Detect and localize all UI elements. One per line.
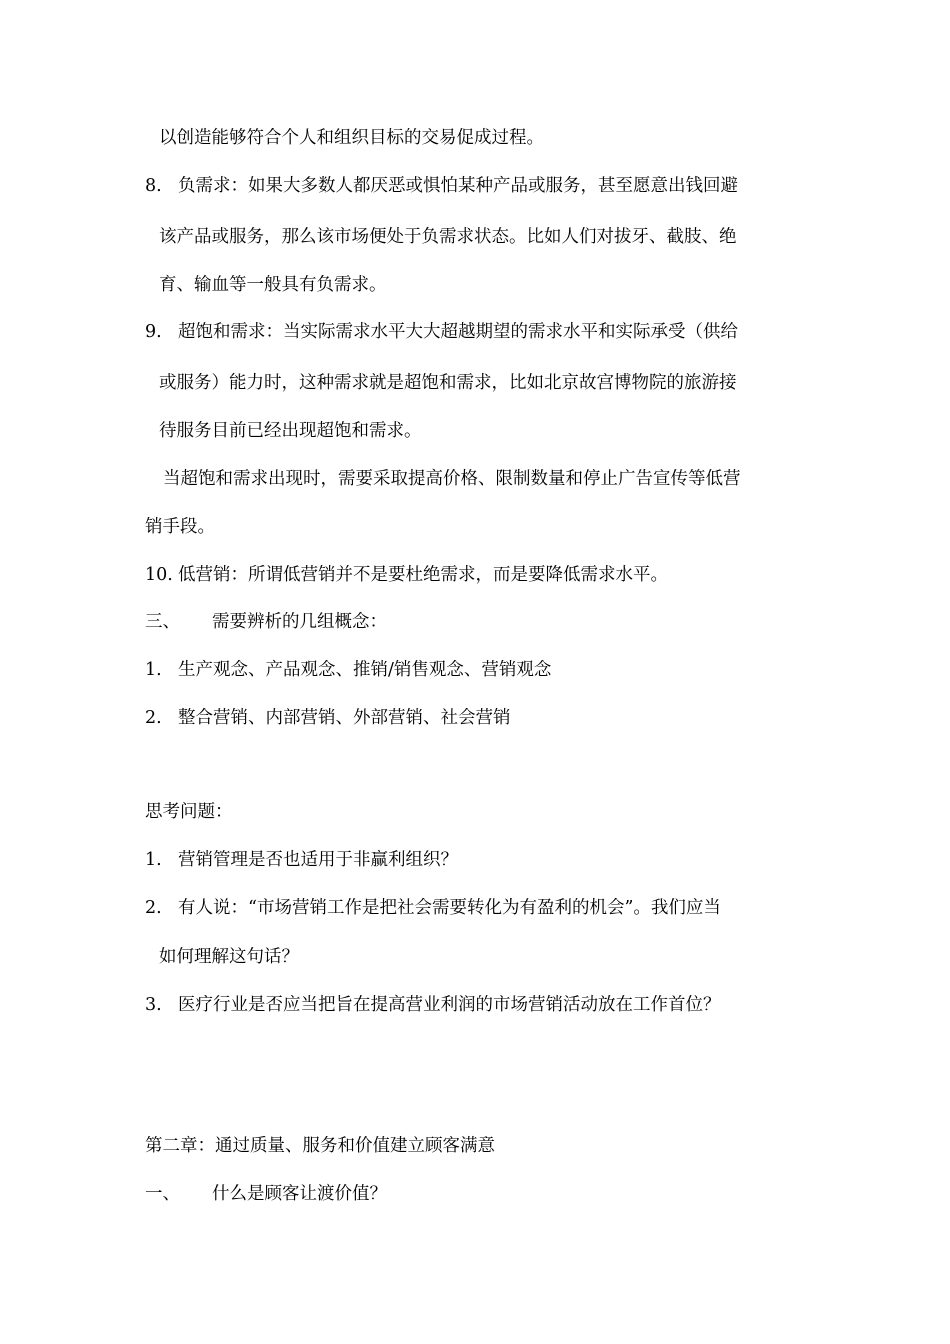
text-line: 低营销：所谓低营销并不是要杜绝需求，而是要降低需求水平。 (178, 565, 668, 585)
list-number: 8. (145, 176, 162, 196)
section-title: 什么是顾客让渡价值？ (212, 1184, 387, 1204)
chapter-title: 第二章：通过质量、服务和价值建立顾客满意 (145, 1136, 495, 1156)
list-number: 10. (145, 565, 173, 585)
text-line: 整合营销、内部营销、外部营销、社会营销 (178, 708, 511, 728)
text-line: 有人说：“市场营销工作是把社会需要转化为有盈利的机会”。我们应当 (178, 898, 721, 918)
section-number: 一、 (145, 1184, 180, 1204)
section-number: 三、 (145, 612, 180, 632)
list-number: 3. (145, 995, 162, 1015)
list-number: 2. (145, 708, 162, 728)
list-number: 1. (145, 850, 162, 870)
text-line: 育、输血等一般具有负需求。 (159, 275, 387, 295)
text-line: 待服务目前已经出现超饱和需求。 (159, 421, 422, 441)
text-line: 思考问题： (145, 802, 233, 822)
text-line: 医疗行业是否应当把旨在提高营业利润的市场营销活动放在工作首位？ (178, 995, 721, 1015)
text-line: 或服务）能力时，这种需求就是超饱和需求，比如北京故宫博物院的旅游接 (159, 373, 737, 393)
text-line: 生产观念、产品观念、推销/销售观念、营销观念 (178, 660, 552, 680)
text-line: 负需求：如果大多数人都厌恶或惧怕某种产品或服务，甚至愿意出钱回避 (178, 176, 738, 196)
list-number: 1. (145, 660, 162, 680)
text-line: 销手段。 (145, 517, 215, 537)
text-line: 以创造能够符合个人和组织目标的交易促成过程。 (159, 128, 544, 148)
text-line: 超饱和需求：当实际需求水平大大超越期望的需求水平和实际承受（供给 (178, 322, 738, 342)
text-line: 当超饱和需求出现时，需要采取提高价格、限制数量和停止广告宣传等低营 (163, 469, 741, 489)
text-line: 营销管理是否也适用于非赢利组织？ (178, 850, 458, 870)
section-title: 需要辨析的几组概念： (212, 612, 387, 632)
text-line: 该产品或服务，那么该市场便处于负需求状态。比如人们对拔牙、截肢、绝 (159, 227, 737, 247)
text-line: 如何理解这句话？ (159, 947, 299, 967)
list-number: 2. (145, 898, 162, 918)
list-number: 9. (145, 322, 162, 342)
